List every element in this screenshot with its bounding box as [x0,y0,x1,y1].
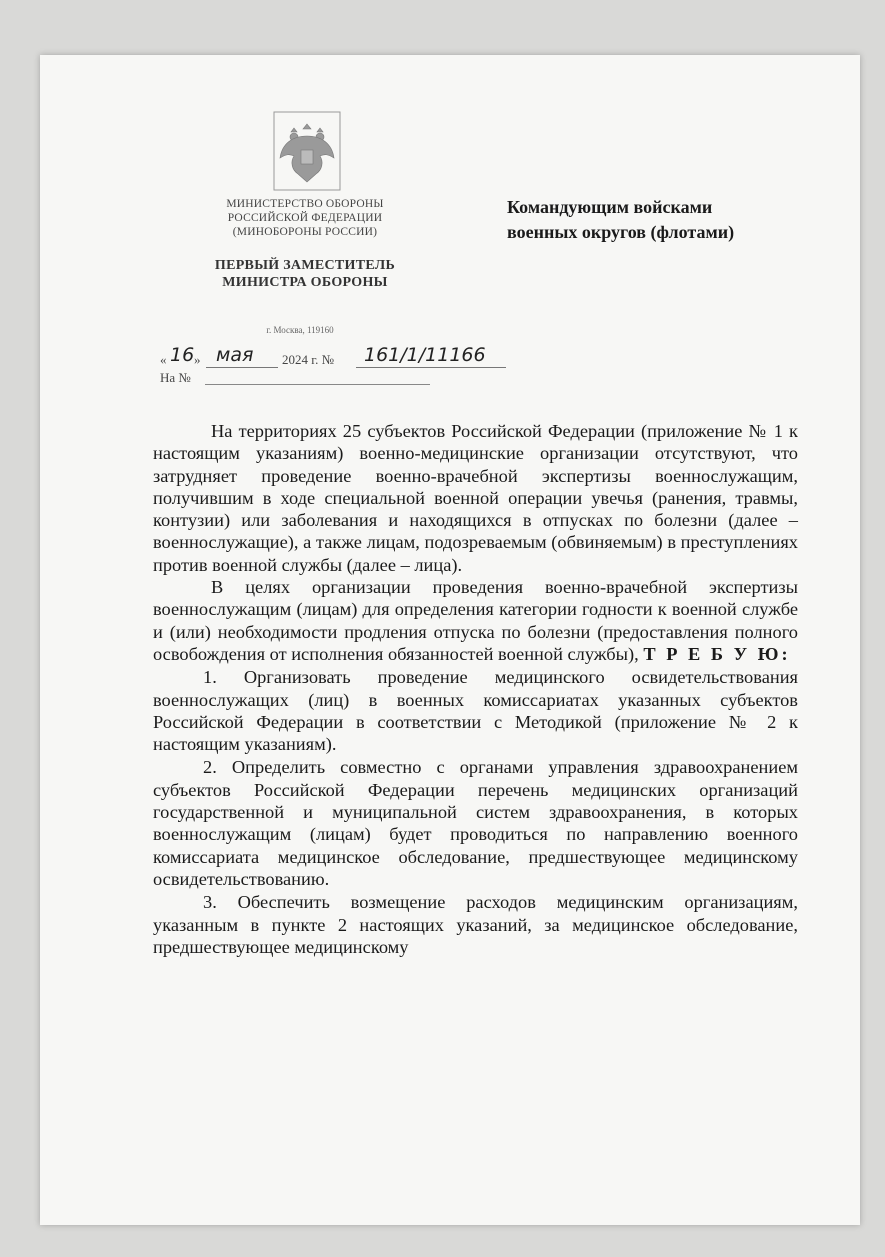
org-line: РОССИЙСКОЙ ФЕДЕРАЦИИ [227,212,383,224]
organization-name [190,197,420,239]
paragraph-text: В целях организации проведения военно-врачебной экспертизы военнослужащим (лицам) для определения категории годности к военной службе и (или) необходимости продления отпуска по болезни (предоставления полного освобождения от исполнения обязанностей военной службы), [153,577,798,664]
paragraph [153,576,798,665]
document-page [40,55,860,1225]
handwritten-day: 16 [170,344,195,366]
addressee-block [507,195,807,245]
addressee-line: военных округов (флотами) [507,222,735,242]
signatory-position [185,257,425,291]
year-text: 2024 г. № [282,352,335,367]
demand-word: Т Р Е Б У Ю: [643,643,791,664]
handwritten-month: мая [216,344,254,366]
org-line: МИНИСТЕРСТВО ОБОРОНЫ [226,198,384,210]
registration-line: « 16 » мая 2024 г. № 161/1/11166 [160,350,510,372]
letter-body [153,420,798,958]
addressee-line: Командующим войсками [507,197,713,217]
list-item: 1. Организовать проведение медицинского освидетельствования военнослужащих (лиц) в военных комиссариатах указанных субъектов Российской Федерации в соответствии с Методикой (приложение № 2 к настоящим указаниям). [153,667,798,755]
org-line: (МИНОБОРОНЫ РОССИИ) [232,226,378,238]
list-item: 3. Обеспечить возмещение расходов медицинским организациям, указанным в пункте 2 настоящих указаний, за медицинское обследование, предшествующее медицинскому [153,892,798,957]
list-item: 2. Определить совместно с органами управления здравоохранением субъектов Российской Федерации перечень медицинских организаций государственной и муниципальной систем здравоохранения, в которых военнослужащим (лицам) будет проводиться по направлению военного комиссариата медицинское обследование, предшествующее медицинскому освидетельствованию. [153,757,798,889]
paragraph: На территориях 25 субъектов Российской Федерации (приложение № 1 к настоящим указаниям) военно-медицинские организации отсутствуют, что затрудняет проведение военно-врачебной экспертизы военнослужащим, получившим в ходе специальной военной операции увечья (ранения, травмы, контузии) или заболевания и находящихся в отпусках по болезни (далее – военнослужащие), а также лицам, подозреваемым (обвиняемым) в преступлениях против военной службы (далее – лица). [153,421,798,575]
reference-label: На № [160,370,191,385]
position-line: МИНИСТРА ОБОРОНЫ [222,275,388,290]
position-line: ПЕРВЫЙ ЗАМЕСТИТЕЛЬ [214,258,396,273]
reference-line [160,370,191,386]
double-headed-eagle-icon [272,110,342,192]
city-address: г. Москва, 119160 [266,325,334,335]
handwritten-number: 161/1/11166 [364,344,486,366]
